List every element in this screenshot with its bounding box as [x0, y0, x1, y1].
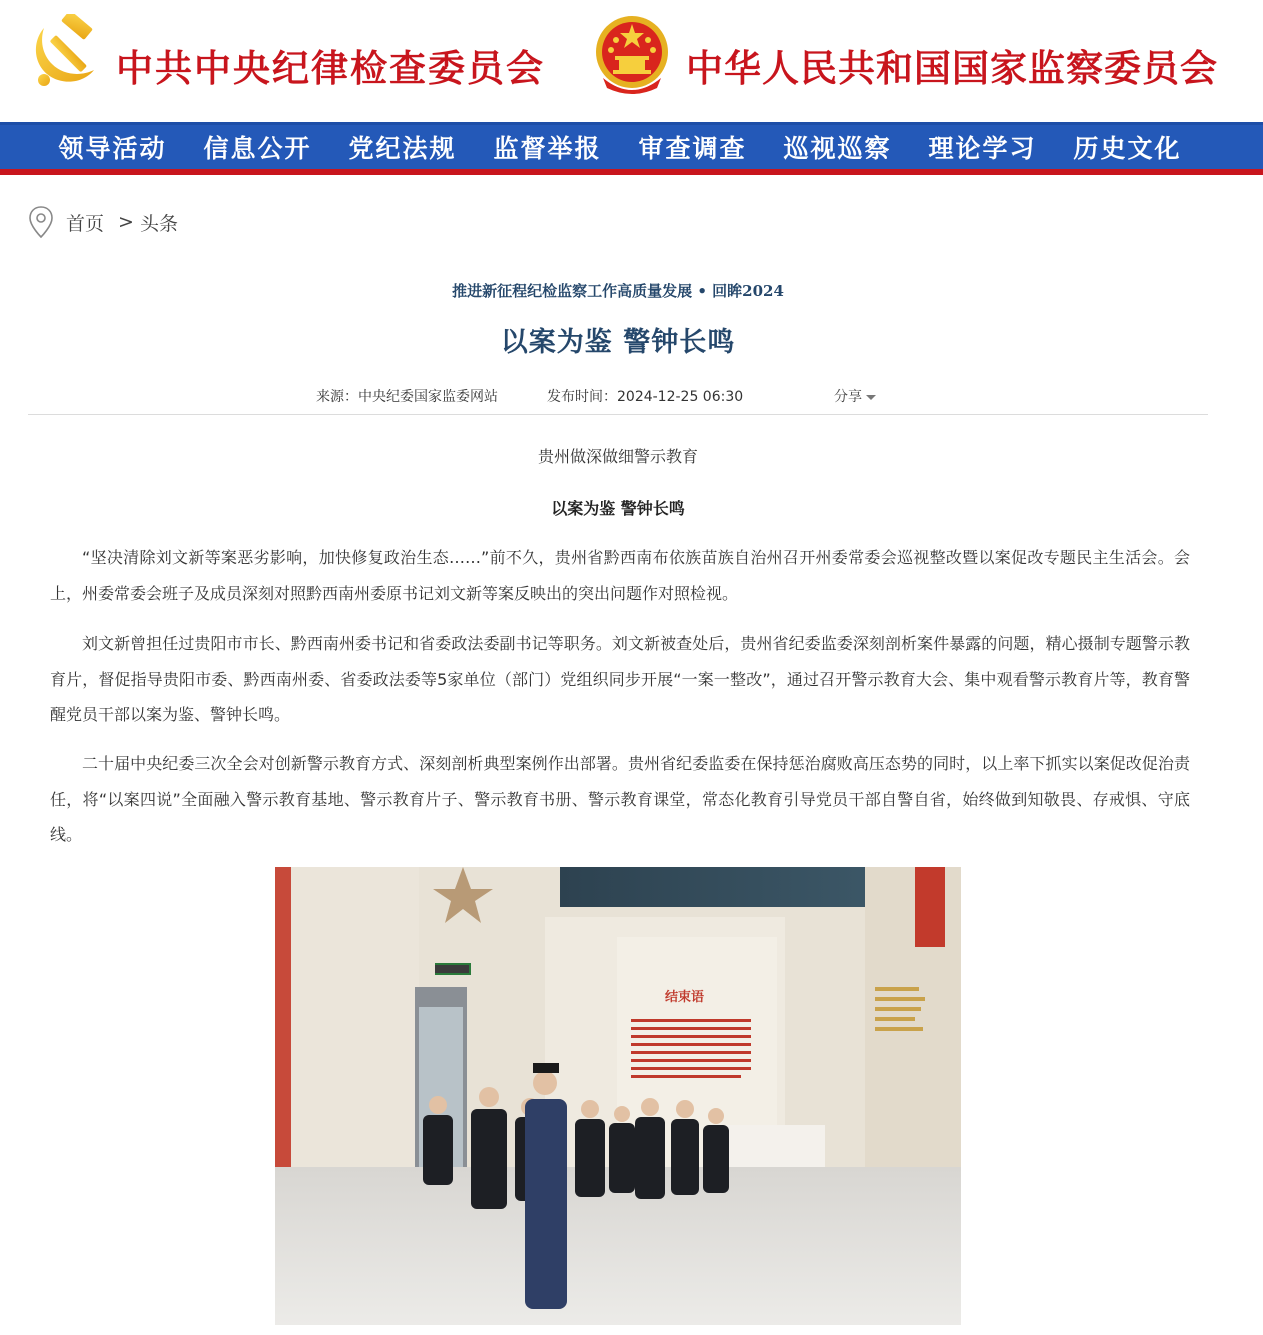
nav-item-history-culture[interactable]: 历史文化 — [1073, 134, 1182, 163]
nsc-title[interactable]: 中华人民共和国国家监察委员会 — [686, 46, 1218, 90]
nav-item-theory-study[interactable]: 理论学习 — [928, 134, 1037, 163]
national-emblem-icon[interactable] — [593, 12, 671, 96]
breadcrumb — [28, 205, 178, 239]
nav-item-leadership[interactable]: 领导活动 — [58, 134, 167, 163]
nav-item-info-disclosure[interactable]: 信息公开 — [203, 134, 312, 163]
article-photo — [275, 867, 961, 1325]
site-header — [0, 0, 1263, 122]
breadcrumb-separator: > — [118, 211, 134, 233]
share-button[interactable] — [834, 386, 876, 406]
chevron-down-icon — [866, 395, 876, 400]
cpc-ccdi-title[interactable]: 中共中央纪律检查委员会 — [116, 46, 545, 90]
article-paragraph: 刘文新曾担任过贵阳市市长、黔西南州委书记和省委政法委副书记等职务。刘文新被查处后，贵州省纪委监委深刻剖析案件暴露的问题，精心摄制专题警示教育片，督促指导贵阳市委、黔西南州委、省委政法委等5家单位（部门）党组织同步开展“一案一整改”，通过召开警示教育大会、集中观看警示教育片等，教育警醒党员干部以案为鉴、警钟长鸣。 — [50, 634, 1190, 724]
nav-item-supervision-report[interactable]: 监督举报 — [493, 134, 602, 163]
article-source: 来源：中央纪委国家监委网站 — [316, 389, 498, 405]
party-emblem-icon[interactable] — [28, 14, 102, 92]
nav-item-party-regulations[interactable]: 党纪法规 — [348, 134, 457, 163]
exhibition-hall-photo — [275, 867, 961, 1325]
breadcrumb-home[interactable]: 首页 — [66, 212, 105, 235]
article-subtitle-bold: 以案为鉴 警钟长鸣 — [551, 499, 685, 518]
article-kicker: 推进新征程纪检监察工作高质量发展 • 回眸2024 — [452, 282, 784, 300]
article-paragraph: “坚决清除刘文新等案恶劣影响，加快修复政治生态……”前不久，贵州省黔西南布依族苗族自治州召开州委常委会巡视整改暨以案促改专题民主生活会。会上，州委常委会班子及成员深刻对照黔西南州委原书记刘文新等案反映出的突出问题作对照检视。 — [50, 548, 1190, 603]
location-pin-icon — [28, 205, 54, 239]
breadcrumb-current[interactable]: 头条 — [139, 212, 178, 235]
article-publish-time: 发布时间：2024-12-25 06:30 — [547, 389, 744, 405]
article-subtitle: 贵州做深做细警示教育 — [537, 447, 698, 466]
share-label: 分享 — [834, 389, 862, 405]
article-paragraph: 二十届中央纪委三次全会对创新警示教育方式、深刻剖析典型案例作出部署。贵州省纪委监委在保持惩治腐败高压态势的同时，以上率下抓实以案促改促治责任，将“以案四说”全面融入警示教育基地、警示教育片子、警示教育书册、警示教育课堂，常态化教育引导党员干部自警自省，始终做到知敬畏、存戒惧、守底线。 — [50, 754, 1190, 844]
nav-item-investigation[interactable]: 审查调查 — [638, 134, 747, 163]
wall-heading: 结束语 — [665, 990, 705, 1005]
nav-item-inspection-tours[interactable]: 巡视巡察 — [783, 134, 892, 163]
main-nav — [0, 122, 1263, 169]
header-divider — [28, 414, 1208, 415]
article-title: 以案为鉴 警钟长鸣 — [500, 327, 736, 358]
